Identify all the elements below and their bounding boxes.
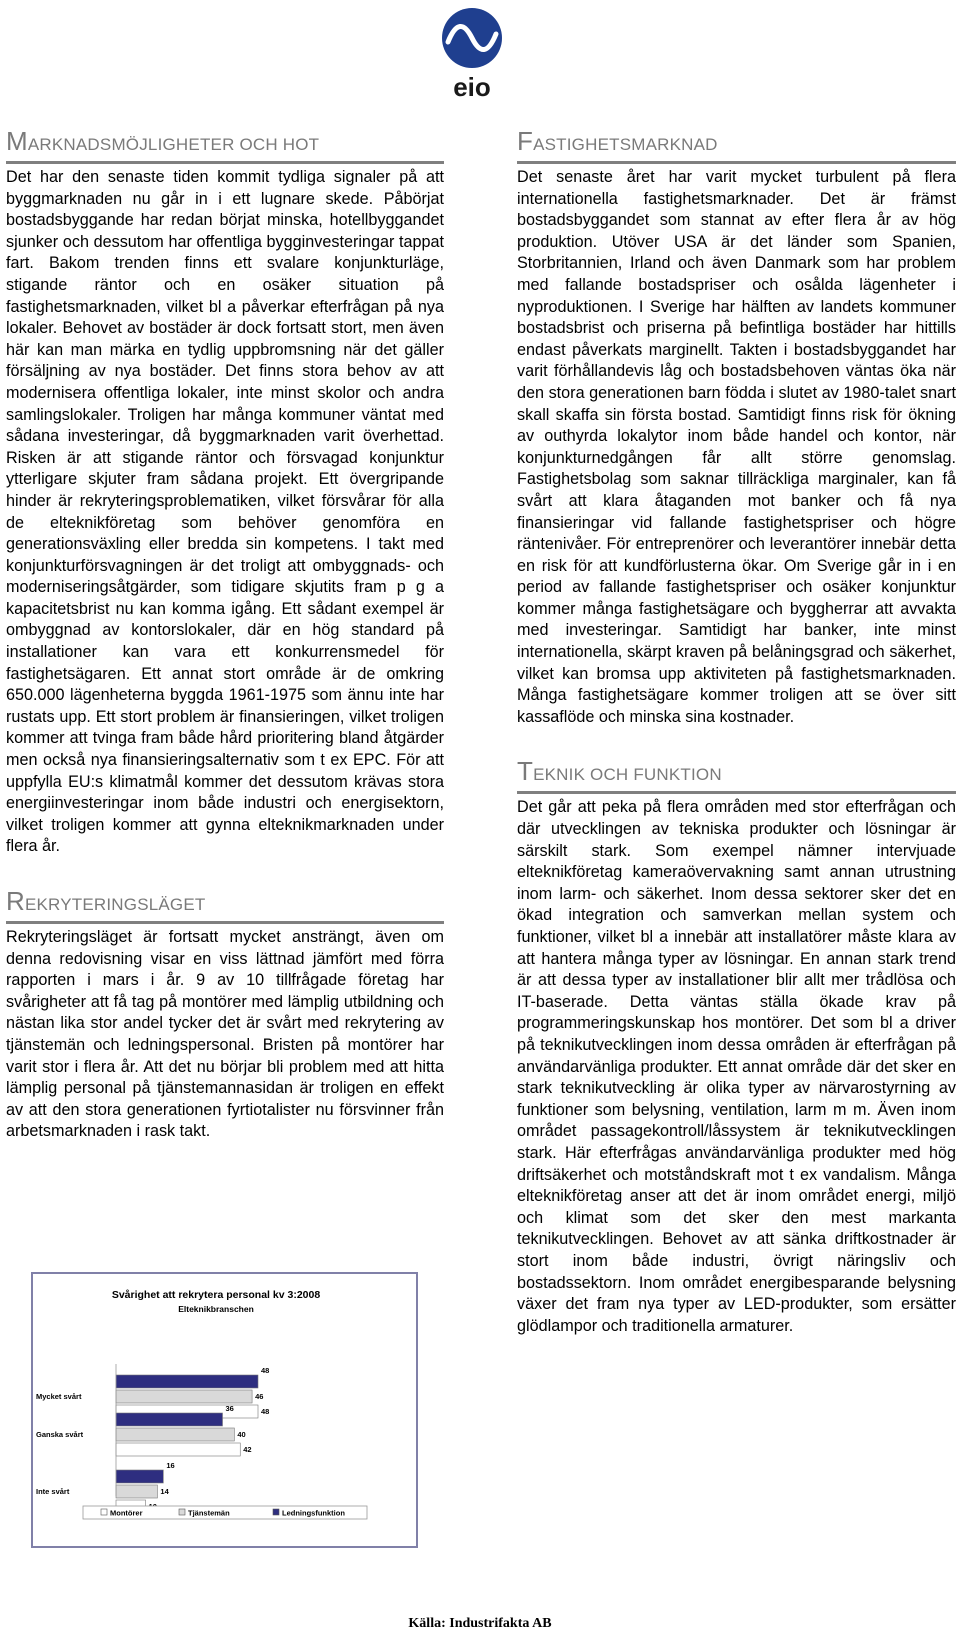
section-body-fastighetsmarknad: Det senaste året har varit mycket turbulent på flera internationella fastighetsmarknader. Det är främst bostadsbyggandet som stannat av efter flera år av hög produktion. Utöver USA är det länder som Spanien, Storbritannien, Irland och även Danmark som har problem med fallande bostadspriser och osålda lägenheter i nyproduktionen. I Sverige har hälften av landets kommuner bostadsbrist och priserna på befintliga bostäder har hittills endast påverkats marginellt. Takten i bostadsbyggandet har varit förhållandevis låg och bostadsbehoven väntas öka när den stora generationen barn födda i slutet av 1980-talet snart skall skaffa sin första bostad. Samtidigt finns risk för ökning av outhyrda lokalytor inom både handel och kontor, när konjunkturnedgången får allt större genomslag. Fastighetsbolag som saknar tillräckliga marginaler, kan få svårt att klara åtaganden mot banker och få nya finansieringar vid fallande fastighetspriser och högre räntenivåer. För entreprenörer och leverantörer innebär detta en risk för att kundförlusterna ökar. Om Sverige går in i en period av fallande fastighetspriser och osäker konjunktur kommer många fastighetsägare och byggherrar att avvakta med investeringar. Samtidigt har banker, inte minst internationella, skärpt kraven på belåningsgrad och säkerhet, vilket kan bromsa upp aktiviteten på fastighetsmarknaden. Många fastighetsägare kommer troligen att se över sitt kassaflöde och minska sina kostnader.	[517, 168, 956, 726]
eio-logo	[438, 8, 506, 100]
legend-swatch	[273, 1509, 279, 1515]
legend-label: Tjänstemän	[188, 1508, 230, 1518]
bar-tjänstemän	[116, 1428, 234, 1441]
data-label: 46	[255, 1392, 264, 1401]
data-label: 48	[261, 1407, 270, 1416]
category-label: Mycket svårt	[36, 1392, 82, 1401]
source-note: Källa: Industrifakta AB	[408, 1616, 552, 1631]
section-body-rekryteringslaget: Rekryteringsläget är fortsatt mycket ansträngt, även om denna redovisning visar en viss lättnad jämfört med förra rapporten i mars i år. 9 av 10 tillfrågade företag har svårigheter att få tag på montörer med lämplig utbildning och nästan lika stor andel tycker det är svårt med rekrytering av tjänstemän och ledningspersonal. Bristen på montörer har varit stor i flera år. Att det nu börjar bli problem med att hitta lämplig personal på tjänstemannasidan är troligen en effekt av att den stora generationen fyrtiotalister nu försvinner från arbetsmarknaden i rask takt.	[6, 928, 444, 1141]
category-label: Inte svårt	[36, 1487, 70, 1496]
section-body-marknadsmojligheter: Det har den senaste tiden kommit tydliga signaler på att byggmarknaden nu går in i ett lugnare skede. Påbörjat bostadsbyggande har redan börjat minska, hotellbyggandet sjunker och dessutom har offentliga bygginvesteringar tappat fart. Bakom trenden finns ett svalare konjunkturläge, stigande räntor och en osäker situation på fastighetsmarknaden, vilket bl a påverkar efterfrågan på nya lokaler. Behovet av bostäder är dock fortsatt stort, men även här kan man märka en tydlig uppbromsning när det gäller försäljning av nya bostäder. Det finns stora behov av att modernisera offentliga lokaler, inte minst skolor och andra samlingslokaler. Troligen har många kommuner väntat med sådana investeringar, då byggmarknaden varit överhettad. Risken är att stigande räntor och försvagad konjunktur ytterligare skjuter fram sådana projekt. Ett övergripande hinder är rekryteringsproblematiken, vilket försvårar för alla de elteknikföretag som behöver genomföra en generationsväxling eller bredda sin kompetens. I takt med konjunkturförsvagningen är det troligt att ombyggnads- och moderniseringsåtgärder, som tidigare skjutits fram p g a kapacitetsbrist nu kan komma igång. Ett sådant exempel är ombyggnad av kontorslokaler, där en hög standard på installationer kan vara ett konkurrensmedel för fastighetsägaren. Ett annat stort område är de omkring 650.000 lägenheterna byggda 1961-1975 som ännu inte har rustats upp. Ett stort problem är finansieringen, vilket troligen kommer att tvinga fram både hård prioritering bland åtgärder men också nya finansieringsalternativ som t ex EPC. För att uppfylla EU:s klimatmål kommer det dessutom krävas stora energiinvesteringar inom både industri och energisektorn, vilket troligen kommer att gynna elteknikmarknaden under flera år.	[6, 168, 444, 856]
category-label: Ganska svårt	[36, 1430, 84, 1439]
legend-label: Montörer	[110, 1508, 143, 1518]
data-label: 36	[225, 1404, 234, 1413]
data-label: 42	[243, 1445, 252, 1454]
data-label: 40	[237, 1430, 246, 1439]
bar-tjänstemän	[116, 1390, 252, 1403]
legend-label: Ledningsfunktion	[282, 1508, 345, 1518]
section-title-teknik-och-funktion: TEKNIK OCH FUNKTION	[517, 758, 956, 794]
section-body-teknik-och-funktion: Det går att peka på flera områden med stor efterfrågan och där utvecklingen av tekniska produkter och lösningar är särskilt stark. Som exempel nämner intervjuade elteknikföretag kameraövervakning samt annan utrustning inom larm- och säkerhet. Inom dessa sektorer sker det en ökad integration och samverkan mellan system och funktioner, vilket bl a innebär att installatörer måste klara av att hantera många typer av lösningar. En annan stark trend är att dessa typer av installationer blir allt mer trådlösa och IT-baserade. Detta väntas ställa ökade krav på programmeringskunskap hos montörer. Det som bl a driver på teknikutvecklingen inom dessa områden är efterfrågan på användarvänliga produkter. Ett annat område där det sker en stark teknikutveckling är olika typer av närvarostyrning av funktioner som belysning, ventilation, larm m m. Även inom området passagekontroll/låssystem är teknikutvecklingen stark. Här efterfrågas användarvänliga produkter med hög driftsäkerhet och motståndskraft mot t ex vandalism. Många elteknikföretag anser att det är inom området energi, miljö och klimat som det sker den mest markanta teknikutvecklingen. Behovet av att sänka driftkostnader är stort inom både industri, övrigt näringsliv och bostadssektorn. Inom området energibesparande belysning växer det fram nya typer av LED-produkter, som ersätter glödlampor och traditionella armaturer.	[517, 798, 956, 1335]
recruitment-chart	[31, 1272, 418, 1548]
legend-swatch	[101, 1509, 107, 1515]
logo-text: eio	[453, 72, 491, 100]
section-title-fastighetsmarknad: FASTIGHETSMARKNAD	[517, 128, 956, 164]
right-column	[517, 128, 956, 1337]
bar-montörer	[116, 1443, 240, 1456]
section-title-rekryteringslaget: REKRYTERINGSLÄGET	[6, 888, 444, 924]
data-label: 16	[166, 1461, 175, 1470]
bar-ledningsfunktion	[116, 1413, 223, 1426]
bar-ledningsfunktion	[116, 1375, 258, 1388]
chart-subtitle: Elteknikbranschen	[178, 1304, 254, 1314]
bar-tjänstemän	[116, 1485, 157, 1498]
data-label: 48	[261, 1366, 270, 1375]
legend-swatch	[179, 1509, 185, 1515]
chart-title: Svårighet att rekrytera personal kv 3:2008	[111, 1289, 321, 1301]
bar-ledningsfunktion	[116, 1470, 163, 1483]
section-title-marknadsmojligheter: MARKNADSMÖJLIGHETER OCH HOT	[6, 128, 444, 164]
chart-svg	[33, 1274, 416, 1546]
data-label: 14	[160, 1487, 169, 1496]
left-column	[6, 128, 444, 1143]
